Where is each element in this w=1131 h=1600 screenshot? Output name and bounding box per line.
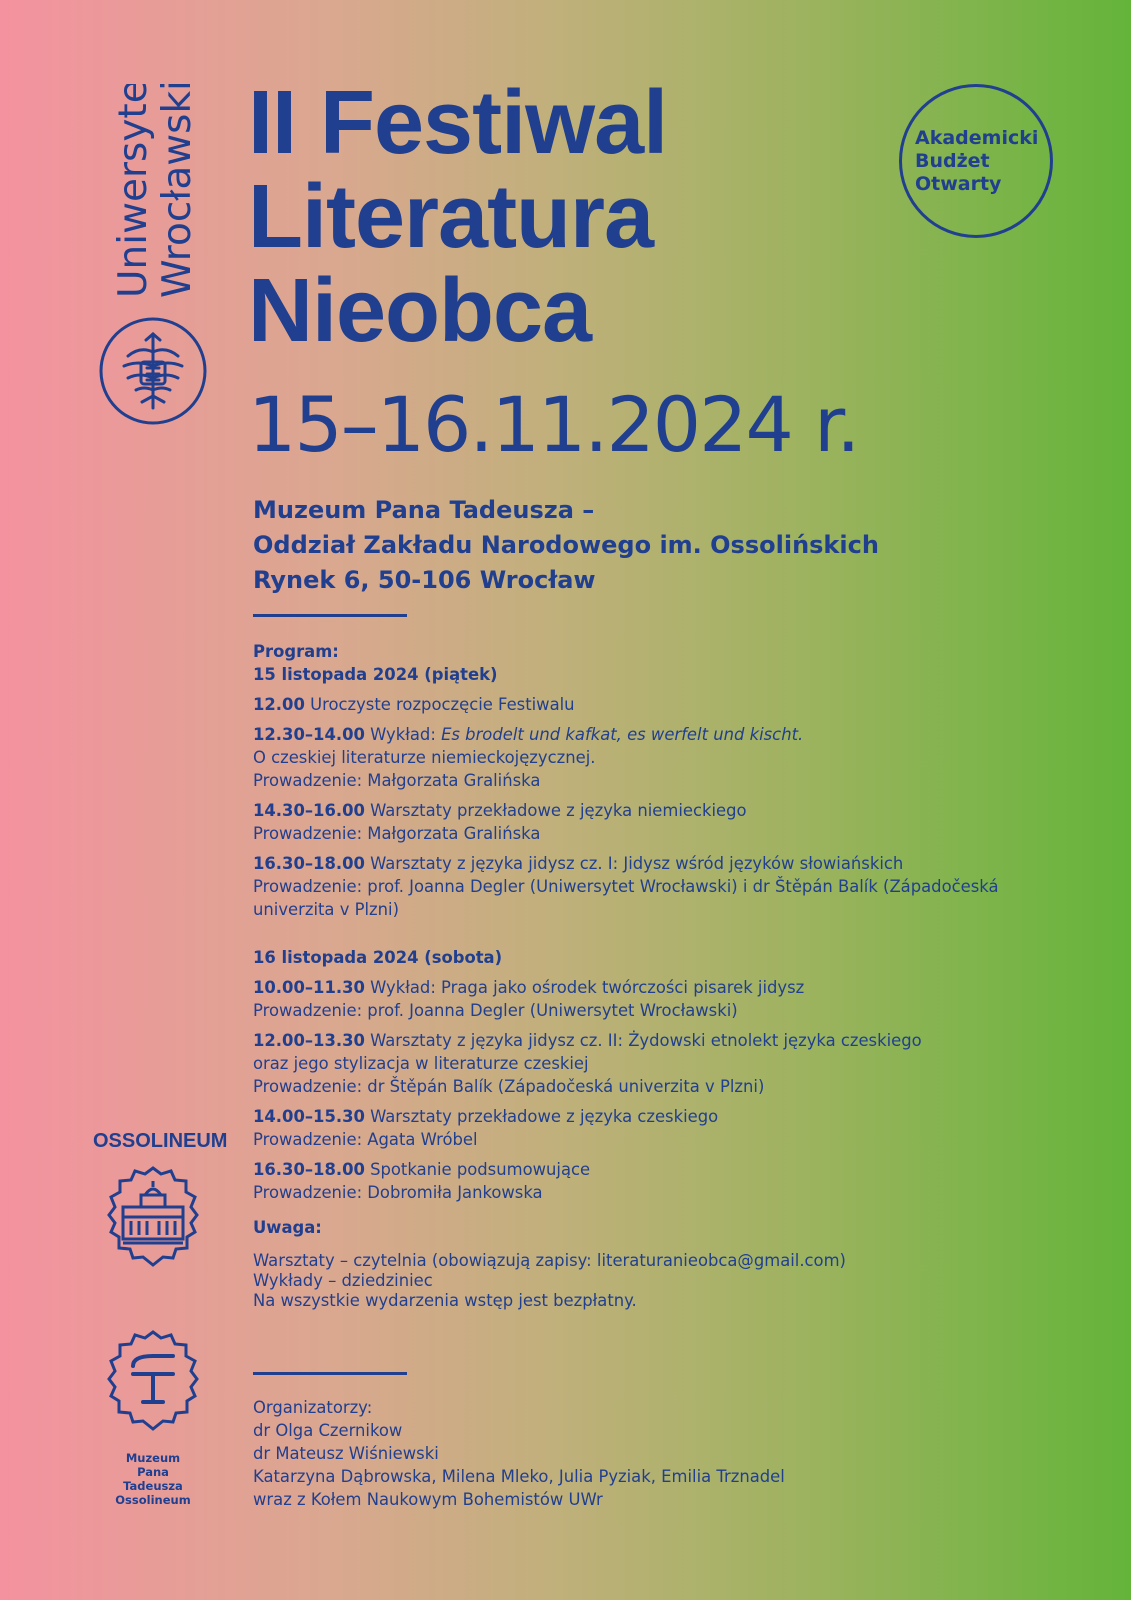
museum-line1: Muzeum <box>125 1451 181 1465</box>
event-time: 12.30–14.00 <box>253 725 365 744</box>
budget-badge-text <box>915 127 1038 196</box>
event-host: Prowadzenie: Agata Wróbel <box>253 1130 478 1149</box>
title-line2: Literatura <box>248 167 654 267</box>
ossolineum-building-icon <box>107 1165 199 1283</box>
event-time: 14.00–15.30 <box>253 1107 365 1126</box>
event-title: Wykład: Praga jako ośrodek twórczości pisarek jidysz <box>364 978 805 997</box>
event-host: Prowadzenie: Małgorzata Gralińska <box>253 771 541 790</box>
venue-address <box>253 493 879 598</box>
event-host-cont: univerzita v Plzni) <box>253 900 399 919</box>
festival-date: 15–16.11.2024 r. <box>248 380 859 469</box>
museum-logo-icon <box>107 1330 199 1440</box>
event-title-italic: Es brodelt und kafkat, es werfelt und kischt. <box>441 725 804 744</box>
program-event <box>253 1029 1073 1098</box>
program-event <box>253 723 1073 792</box>
note-line2: Wykłady – dziedziniec <box>253 1271 433 1290</box>
museum-line2: Pana <box>137 1465 169 1479</box>
event-time: 12.00 <box>253 695 305 714</box>
event-time: 16.30–18.00 <box>253 854 365 873</box>
organizer-line1: dr Olga Czernikow <box>253 1421 403 1440</box>
program-event <box>253 976 1073 1022</box>
event-title: Spotkanie podsumowujące <box>364 1160 591 1179</box>
organizers-heading: Organizatorzy: <box>253 1398 373 1417</box>
event-title: Uroczyste rozpoczęcie Festiwalu <box>304 695 575 714</box>
museum-line4: Ossolineum <box>115 1493 191 1507</box>
note-line1: Warsztaty – czytelnia (obowiązują zapisy: literaturanieobca@gmail.com) <box>253 1251 846 1270</box>
day1-heading: 15 listopada 2024 (piątek) <box>253 665 498 684</box>
program-event <box>253 799 1073 845</box>
event-subtitle: oraz jego stylizacja w literaturze czeskiej <box>253 1054 589 1073</box>
notes-block <box>253 1251 1073 1311</box>
program-event <box>253 1105 1073 1151</box>
organizer-line2: dr Mateusz Wiśniewski <box>253 1444 439 1463</box>
badge-line1: Akademicki <box>915 127 1039 149</box>
event-title: Warsztaty z języka jidysz cz. II: Żydowski etnolekt języka czeskiego <box>364 1031 922 1050</box>
day2-heading: 16 listopada 2024 (sobota) <box>253 948 503 967</box>
note-line3: Na wszystkie wydarzenia wstęp jest bezpłatny. <box>253 1291 637 1310</box>
badge-line2: Budżet <box>915 150 990 172</box>
organizer-line3: Katarzyna Dąbrowska, Milena Mleko, Julia Pyziak, Emilia Trznadel <box>253 1467 785 1486</box>
program-event <box>253 852 1073 921</box>
title-line1: II Festiwal <box>248 73 668 173</box>
event-time: 16.30–18.00 <box>253 1160 365 1179</box>
program-event <box>253 1158 1073 1204</box>
festival-title <box>248 73 668 361</box>
university-name-line1: Uniwersytet <box>111 84 156 298</box>
event-host: Prowadzenie: Małgorzata Gralińska <box>253 824 541 843</box>
university-wordmark <box>102 84 212 304</box>
university-crest-icon <box>98 316 208 426</box>
divider-top <box>253 614 407 617</box>
title-line3: Nieobca <box>248 261 592 361</box>
notes-heading: Uwaga: <box>253 1218 322 1237</box>
badge-line3: Otwarty <box>915 173 1002 195</box>
program-heading: Program: <box>253 642 339 661</box>
event-title: Warsztaty przekładowe z języka czeskiego <box>364 1107 719 1126</box>
event-host: Prowadzenie: prof. Joanna Degler (Uniwersytet Wrocławski) i dr Štěpán Balík (Západočeská <box>253 877 999 896</box>
event-host: Prowadzenie: Dobromiła Jankowska <box>253 1183 543 1202</box>
university-name-line2: Wrocławski <box>155 84 200 298</box>
museum-line3: Tadeusza <box>123 1479 183 1493</box>
event-title: Wykład: <box>364 725 442 744</box>
venue-line3: Rynek 6, 50-106 Wrocław <box>253 566 596 594</box>
program-section <box>253 640 1073 1311</box>
venue-line2: Oddział Zakładu Narodowego im. Ossolińskich <box>253 531 879 559</box>
event-title: Warsztaty przekładowe z języka niemieckiego <box>364 801 747 820</box>
divider-bottom <box>253 1372 407 1375</box>
organizers-section <box>253 1396 785 1511</box>
event-time: 10.00–11.30 <box>253 978 365 997</box>
program-event <box>253 693 1073 716</box>
event-title: Warsztaty z języka jidysz cz. I: Jidysz wśród języków słowiańskich <box>364 854 904 873</box>
event-subtitle: O czeskiej literaturze niemieckojęzycznej. <box>253 748 596 767</box>
museum-logo-text <box>100 1451 206 1507</box>
event-host: Prowadzenie: dr Štěpán Balík (Západočeská univerzita v Plzni) <box>253 1077 765 1096</box>
event-host: Prowadzenie: prof. Joanna Degler (Uniwersytet Wrocławski) <box>253 1001 738 1020</box>
event-time: 12.00–13.30 <box>253 1031 365 1050</box>
venue-line1: Muzeum Pana Tadeusza – <box>253 496 595 524</box>
ossolineum-logo-text: OSSOLINEUM <box>93 1130 228 1152</box>
event-time: 14.30–16.00 <box>253 801 365 820</box>
organizer-line4: wraz z Kołem Naukowym Bohemistów UWr <box>253 1490 603 1509</box>
